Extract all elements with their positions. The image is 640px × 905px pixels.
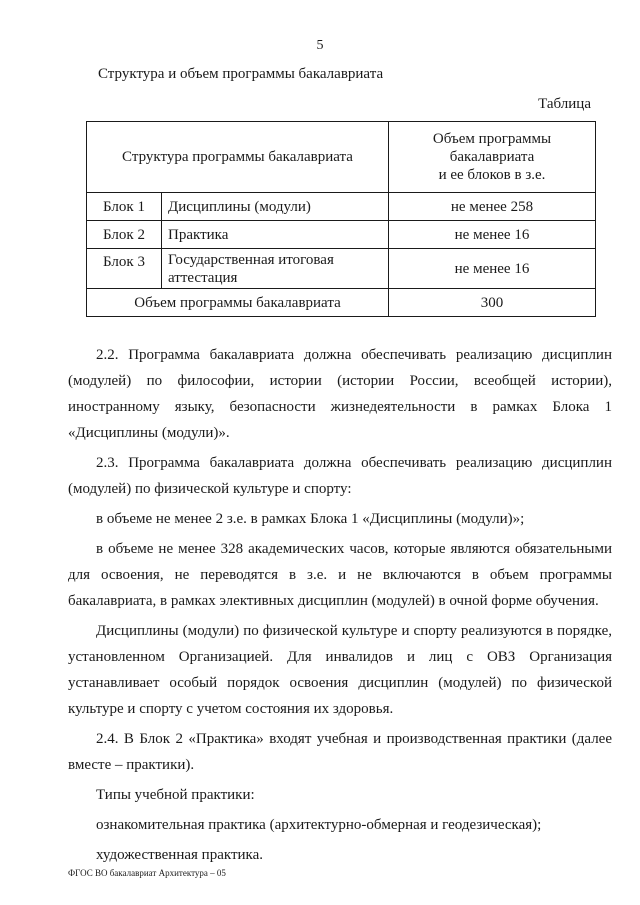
block-name-cell: Практика bbox=[162, 221, 389, 249]
page-number: 5 bbox=[316, 38, 324, 53]
total-label-cell: Объем программы бакалавриата bbox=[87, 289, 389, 317]
table-header-row bbox=[87, 122, 596, 193]
section-title: Структура и объем программы бакалавриата bbox=[98, 66, 384, 82]
block-name-cell: Государственная итоговая аттестация bbox=[162, 249, 389, 289]
header-volume-cell bbox=[389, 122, 596, 193]
paragraph: в объеме не менее 2 з.е. в рамках Блока 1 «Дисциплины (модули)»; bbox=[96, 511, 525, 527]
page-footer: ФГОС ВО бакалавриат Архитектура – 05 bbox=[68, 868, 226, 878]
table-row bbox=[87, 249, 596, 289]
paragraph: ознакомительная практика (архитектурно-обмерная и геодезическая); bbox=[96, 817, 542, 833]
table-total-row bbox=[87, 289, 596, 317]
paragraph: в объеме не менее 328 академических часов, которые являются обязательными для освоения, не переводятся в з.е. и не включаются в объем программы бакалавриата, в рамках элективных дисциплин (модулей) в очной форме обучения. bbox=[68, 541, 612, 609]
table-label: Таблица bbox=[538, 96, 591, 112]
header-volume-line: и ее блоков в з.е. bbox=[438, 167, 546, 183]
block-name-cell: Дисциплины (модули) bbox=[162, 193, 389, 221]
table-row bbox=[87, 221, 596, 249]
block-cell: Блок 2 bbox=[87, 221, 162, 249]
table-row bbox=[87, 193, 596, 221]
block-cell: Блок 1 bbox=[87, 193, 162, 221]
block-volume-cell: не менее 16 bbox=[389, 221, 596, 249]
body-text bbox=[68, 342, 612, 868]
paragraph: 2.3. Программа бакалавриата должна обеспечивать реализацию дисциплин (модулей) по физической культуре и спорту: bbox=[68, 455, 612, 497]
block-volume-cell: не менее 16 bbox=[389, 249, 596, 289]
program-structure-table bbox=[86, 121, 596, 317]
paragraph: художественная практика. bbox=[96, 847, 263, 863]
paragraph: Дисциплины (модули) по физической культуре и спорту реализуются в порядке, установленном Организацией. Для инвалидов и лиц с ОВЗ Организация устанавливает особый порядок освоения дисциплин (модулей) по физической культуре и спорту с учетом состояния их здоровья. bbox=[68, 623, 612, 717]
block-cell: Блок 3 bbox=[87, 249, 162, 289]
total-value-cell: 300 bbox=[389, 289, 596, 317]
header-structure-cell: Структура программы бакалавриата bbox=[87, 122, 389, 193]
paragraph: 2.2. Программа бакалавриата должна обеспечивать реализацию дисциплин (модулей) по философии, истории (истории России, всеобщей истории), иностранному языку, безопасности жизнедеятельности в рамках Блока 1 «Дисциплины (модули)». bbox=[68, 347, 612, 441]
block-volume-cell: не менее 258 bbox=[389, 193, 596, 221]
paragraph: Типы учебной практики: bbox=[96, 787, 255, 803]
header-volume-line: Объем программы bbox=[432, 131, 552, 147]
header-volume-line: бакалавриата bbox=[449, 149, 535, 165]
paragraph: 2.4. В Блок 2 «Практика» входят учебная и производственная практики (далее вместе – практики). bbox=[68, 731, 612, 773]
